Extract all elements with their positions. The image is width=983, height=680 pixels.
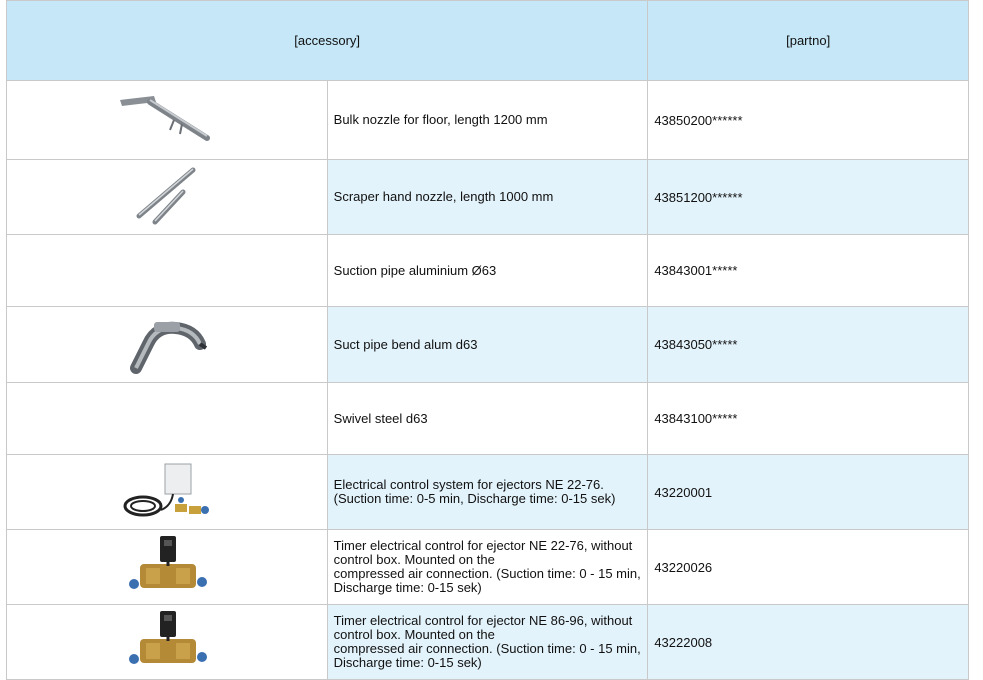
row-image-cell — [7, 235, 328, 307]
pipe-bend-icon — [122, 314, 212, 376]
row-partno: 43843100***** — [648, 383, 969, 455]
timer-control-icon — [122, 534, 212, 600]
row-image-cell — [7, 605, 328, 680]
row-partno: 43220001 — [648, 455, 969, 530]
row-description: Bulk nozzle for floor, length 1200 mm — [327, 81, 648, 160]
table-row — [7, 307, 969, 383]
table-row — [7, 605, 969, 680]
accessory-header: [accessory] — [7, 1, 648, 81]
row-partno: 43850200****** — [648, 81, 969, 160]
table-row — [7, 235, 969, 307]
row-description: Suct pipe bend alum d63 — [327, 307, 648, 383]
row-description: Timer electrical control for ejector NE 22-76, without control box. Mounted on the compressed air connection. (Suction time: 0 - 15 min, Discharge time: 0-15 sek) — [327, 530, 648, 605]
scraper-nozzle-icon — [127, 166, 207, 228]
table-row — [7, 160, 969, 235]
row-image-cell — [7, 160, 328, 235]
row-image-cell — [7, 81, 328, 160]
table-row — [7, 81, 969, 160]
timer-control-icon — [122, 609, 212, 675]
row-description: Suction pipe aluminium Ø63 — [327, 235, 648, 307]
bulk-nozzle-icon — [112, 90, 222, 150]
row-image-cell — [7, 455, 328, 530]
table-row — [7, 455, 969, 530]
row-partno: 43843001***** — [648, 235, 969, 307]
row-description: Scraper hand nozzle, length 1000 mm — [327, 160, 648, 235]
row-image-cell — [7, 530, 328, 605]
accessory-table — [6, 0, 969, 680]
row-image-cell — [7, 307, 328, 383]
partno-header: [partno] — [648, 1, 969, 81]
row-image-cell — [7, 383, 328, 455]
row-partno: 43851200****** — [648, 160, 969, 235]
row-partno: 43220026 — [648, 530, 969, 605]
row-partno: 43222008 — [648, 605, 969, 680]
table-header-row — [7, 1, 969, 81]
row-partno: 43843050***** — [648, 307, 969, 383]
table-row — [7, 383, 969, 455]
row-description: Swivel steel d63 — [327, 383, 648, 455]
table-row — [7, 530, 969, 605]
row-description: Timer electrical control for ejector NE 86-96, without control box. Mounted on the compressed air connection. (Suction time: 0 - 15 min, Discharge time: 0-15 sek) — [327, 605, 648, 680]
control-system-icon — [117, 460, 217, 524]
row-description: Electrical control system for ejectors NE 22-76. (Suction time: 0-5 min, Discharge time: 0-15 sek) — [327, 455, 648, 530]
